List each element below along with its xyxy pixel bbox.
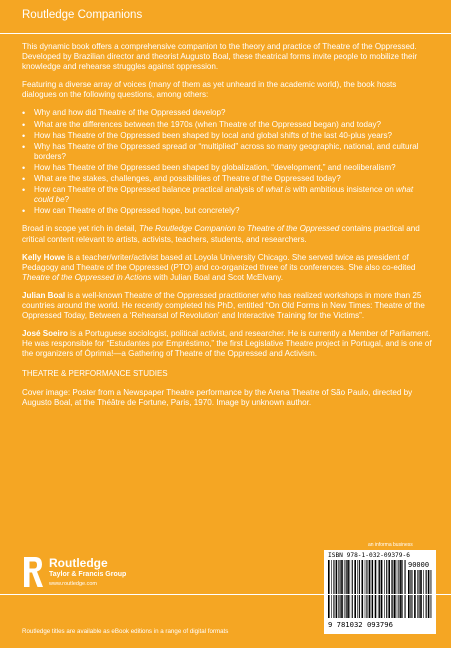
routledge-r-icon xyxy=(22,555,44,589)
publisher-group: Taylor & Francis Group xyxy=(49,571,127,578)
isbn-label: ISBN 978-1-032-09379-6 xyxy=(328,552,410,559)
q8-em2: what could be xyxy=(34,185,414,205)
q8-mid: with ambitious insistence on xyxy=(290,185,397,195)
author-name: José Soeiro xyxy=(22,329,68,339)
bio-text: is a Portuguese sociologist, political activist, and researcher. He is currently a Member of Parliament. He was responsible for “Estudantes por Empréstimo,” the first Legislative Theatre project in Portugal, and is one of the organizers of Óprima!—a Gathering of Theatre of the Oppressed and Activism. xyxy=(22,329,432,359)
barcode-number: 9 781032 093796 xyxy=(328,620,393,629)
bio-howe xyxy=(22,253,432,283)
barcode-bars xyxy=(328,560,406,618)
list-item: • How has Theatre of the Oppressed been shaped by local and global shifts of the last 40-plus years? xyxy=(22,131,432,141)
bio-text: is a well-known Theatre of the Oppressed practitioner who has realized workshops in more than 25 countries around the world. He recently completed his PhD, entitled “On Old Forms in New Times: Theatre of the Oppressed Today, Between a ‘Rehearsal of Revolution’ and Interactive Training for the Victims”. xyxy=(22,290,425,321)
price-code: 90000 xyxy=(408,561,430,569)
footer-divider xyxy=(0,594,451,595)
questions-list xyxy=(22,108,432,216)
series-title: Routledge Companions xyxy=(22,9,143,21)
broad-post: contains practical and critical content relevant to artists, activists, teachers, students, and researchers. xyxy=(22,224,420,244)
publisher-url: www.routledge.com xyxy=(49,581,97,587)
cover-credit: Cover image: Poster from a Newspaper Theatre performance by the Arena Theatre of São Paulo, directed by Augusto Boal, at the Théâtre de Fortune, Paris, 1970. Image by unknown author. xyxy=(22,387,413,407)
list-item: • What are the differences between the 1970s (when Theatre of the Oppressed began) and today? xyxy=(22,120,432,130)
bio-text: is a teacher/writer/activist based at Loyola University Chicago. She served twice as president of Pedagogy and Theatre of the Oppressed (PTO) and co-organized three of its conferences. She also co-edited xyxy=(22,252,416,272)
book-title: The Routledge Companion to Theatre of the Oppressed xyxy=(138,224,340,234)
author-name: Kelly Howe xyxy=(22,252,66,262)
subject-category: THEATRE & PERFORMANCE STUDIES xyxy=(22,369,168,379)
q8-post: ? xyxy=(64,195,70,205)
q8-pre: How can Theatre of the Oppressed balance practical analysis of xyxy=(34,185,266,195)
publisher-logo xyxy=(22,555,182,595)
list-item: • Why has Theatre of the Oppressed spread or “multiplied” across so many geographic, national, and cultural borders? xyxy=(22,142,432,162)
broad-paragraph xyxy=(22,224,432,244)
questions-intro: Featuring a diverse array of voices (many of them as yet unheard in the academic world), the book hosts dialogues on the following questions, among others: xyxy=(22,80,397,100)
list-item: • What are the stakes, challenges, and possibilities of Theatre of the Oppressed today? xyxy=(22,174,432,184)
list-item: • Why and how did Theatre of the Oppressed develop? xyxy=(22,108,432,118)
bio-soeiro xyxy=(22,329,432,359)
list-item xyxy=(22,185,432,205)
list-item: • How has Theatre of the Oppressed been shaped by globalization, “development,” and neoliberalism? xyxy=(22,163,432,173)
author-name: Julian Boal xyxy=(22,290,66,300)
broad-pre: Broad in scope yet rich in detail, xyxy=(22,224,139,234)
series-header xyxy=(0,0,451,34)
blurb-content xyxy=(22,42,432,416)
barcode-area xyxy=(324,542,436,634)
bio-book-title: Theatre of the Oppressed in Actions xyxy=(22,272,152,282)
informa-text: an informa business xyxy=(368,542,413,548)
publisher-name: Routledge xyxy=(49,556,108,570)
bio-boal xyxy=(22,291,432,321)
barcode xyxy=(324,550,436,634)
ebook-note: Routledge titles are available as eBook editions in a range of digital formats xyxy=(22,628,229,635)
intro-paragraph: This dynamic book offers a comprehensive companion to the theory and practice of Theatre of the Oppressed. Developed by Brazilian director and theorist Augusto Boal, these theatrical forms invite people to mobilize their knowledge and rehearse struggles against oppression. xyxy=(22,42,418,72)
q8-em1: what is xyxy=(265,185,291,195)
list-item: • How can Theatre of the Oppressed hope, but concretely? xyxy=(22,206,432,216)
bio-text-end: with Julian Boal and Scot McElvany. xyxy=(151,272,283,282)
